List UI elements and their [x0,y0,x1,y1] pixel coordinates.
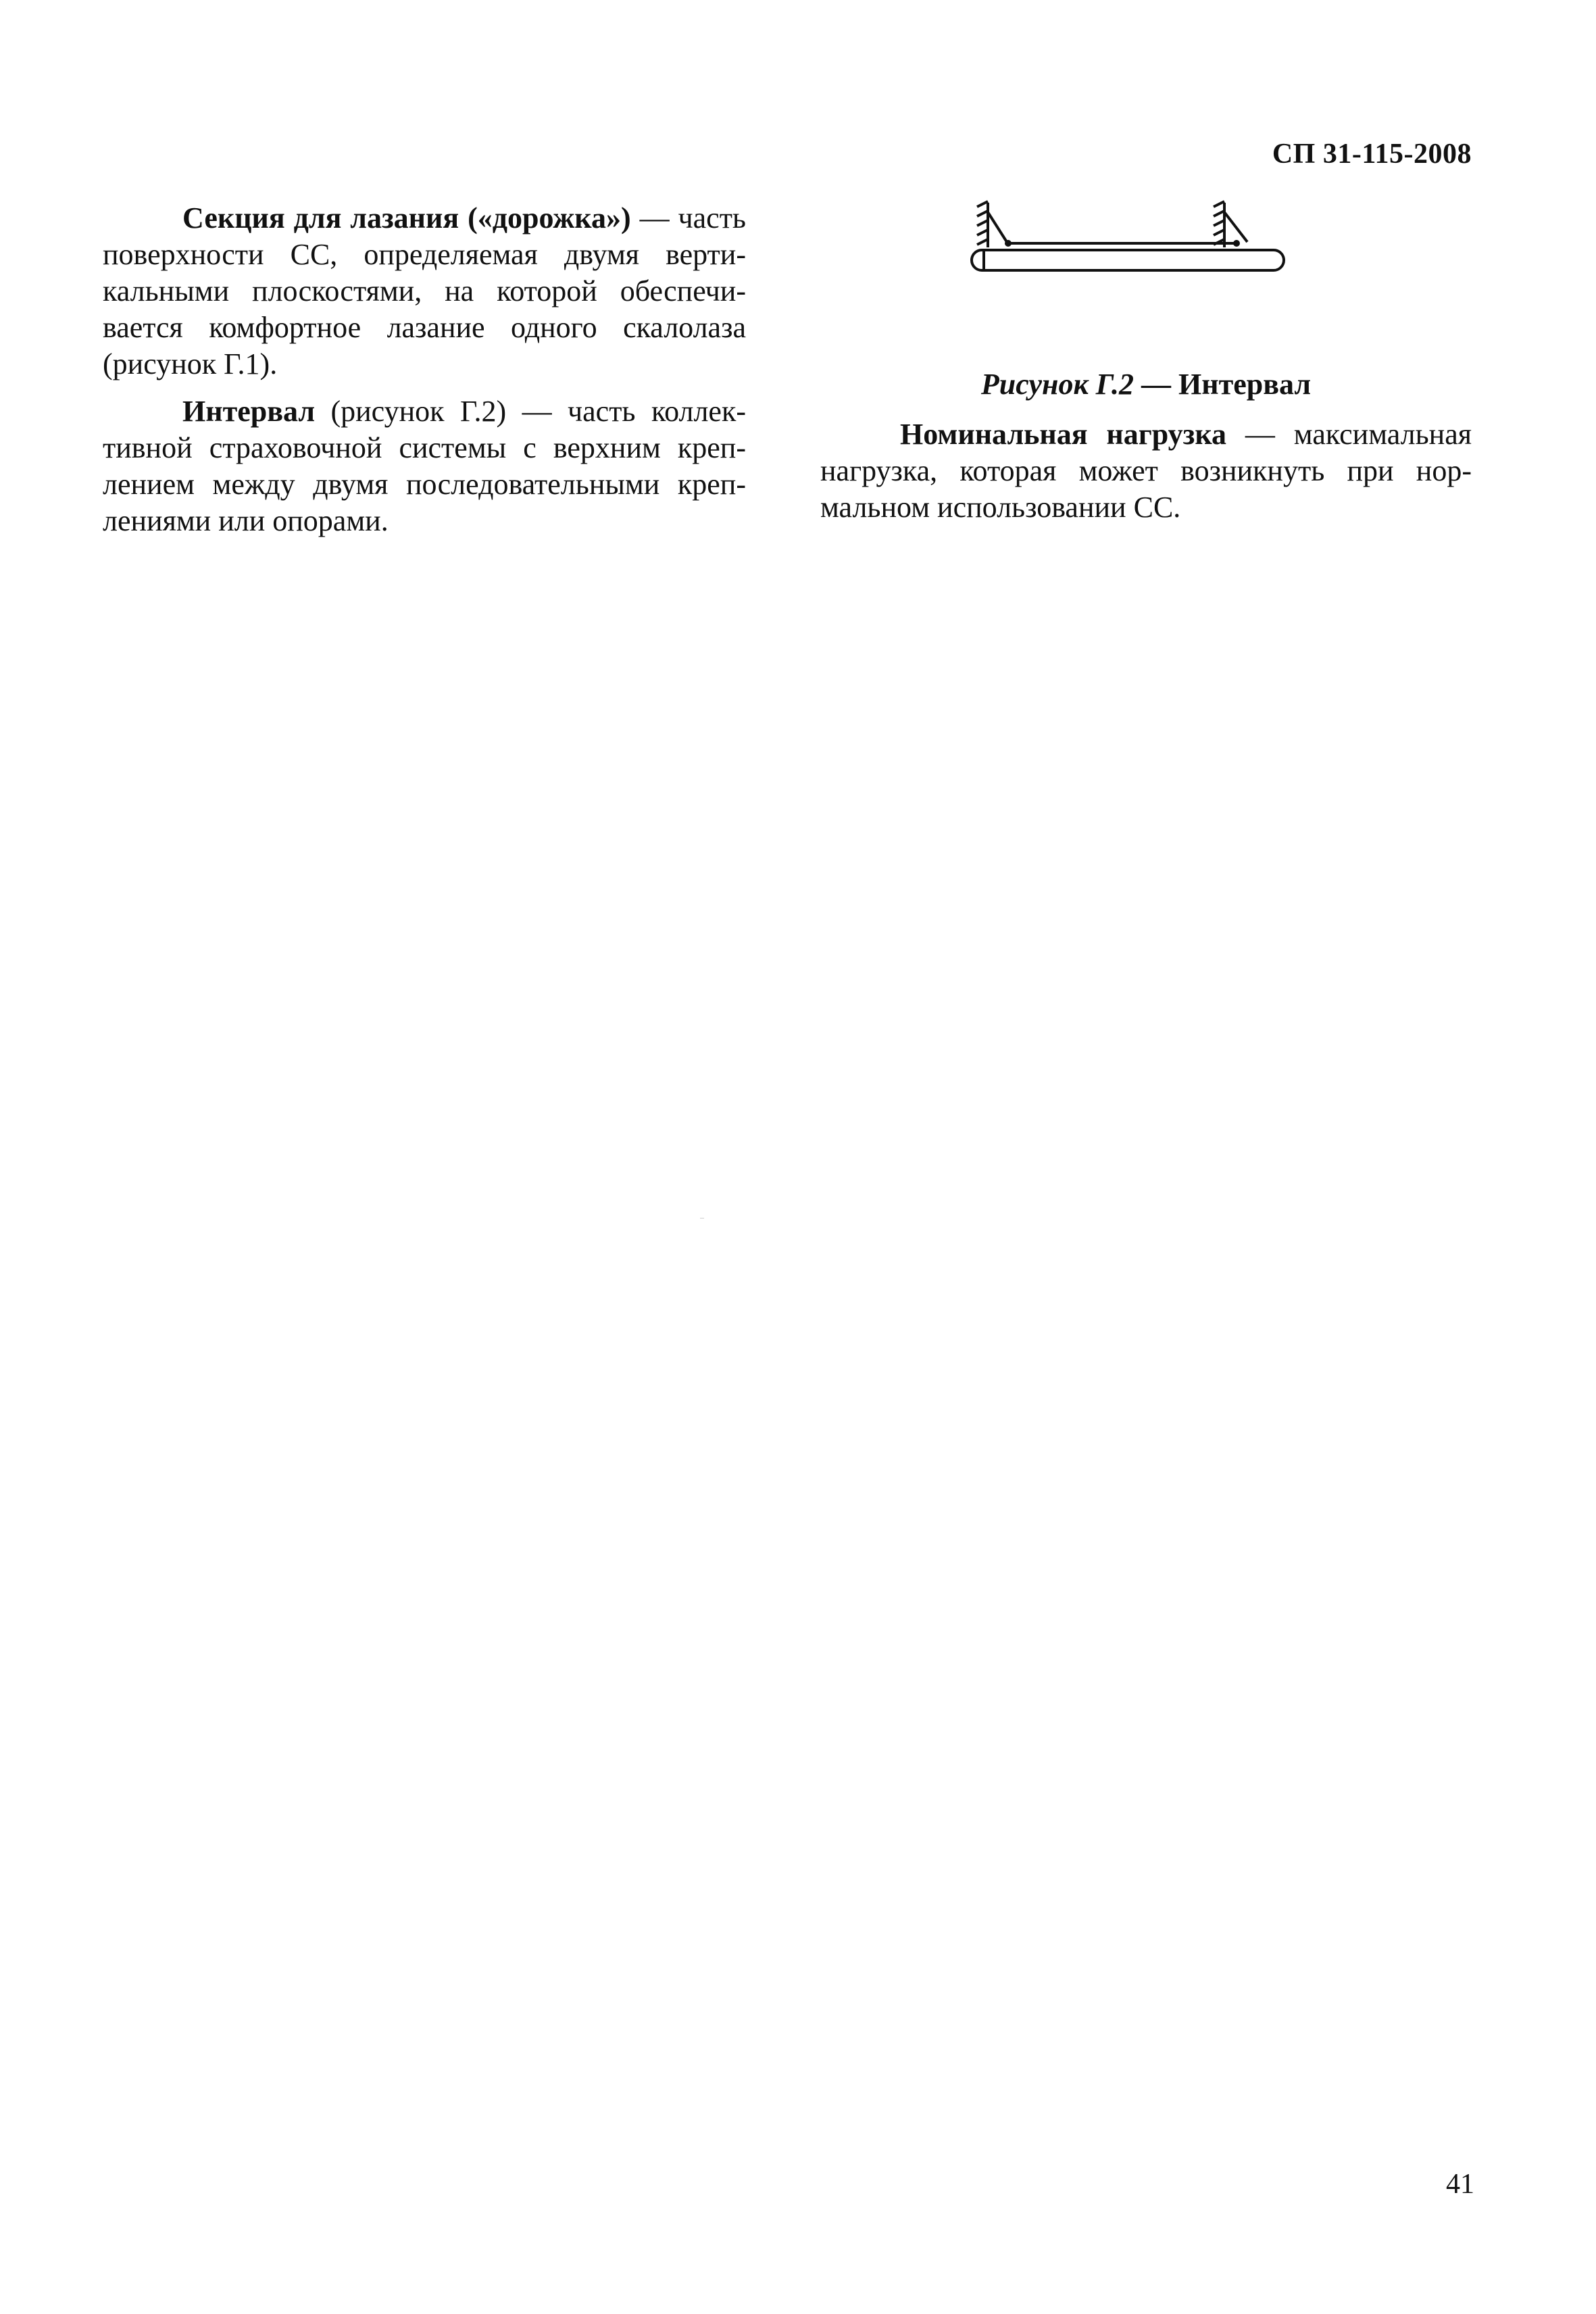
right-sling [1224,212,1247,242]
left-sling [988,212,1007,242]
definition-interval [103,393,746,539]
left-column [103,200,746,550]
figure-title: — Интервал [1134,368,1312,401]
rail-tube [972,250,1284,270]
term-interval: Интервал [182,395,316,428]
definition-text: — часть поверхности СС, определяемая двумя вертикальными плоскостями, на которой обеспечивается комфортное лазание одного скалолаза (рисунок Г.1). [103,201,747,380]
figure-caption [820,366,1472,403]
term-climbing-section: Секция для лазания («дорожка») [182,201,631,235]
page-number: 41 [1446,2169,1474,2200]
definition-text: — максимальная нагрузка, которая может возникнуть при нормальном использовании СС. [820,418,1472,524]
document-code: СП 31-115-2008 [1272,139,1472,170]
right-column [820,200,1472,537]
interval-diagram [969,200,1287,281]
term-nominal-load: Номинальная нагрузка [900,418,1227,451]
figure-interval [820,200,1472,308]
figure-label: Рисунок Г.2 [980,368,1134,401]
definition-nominal-load [820,416,1472,526]
definition-climbing-section [103,200,746,383]
definition-text: (рисунок Г.2) — часть коллективной страховочной системы с верхним креплением между двумя последовательными креплениями или опорами. [103,395,746,537]
